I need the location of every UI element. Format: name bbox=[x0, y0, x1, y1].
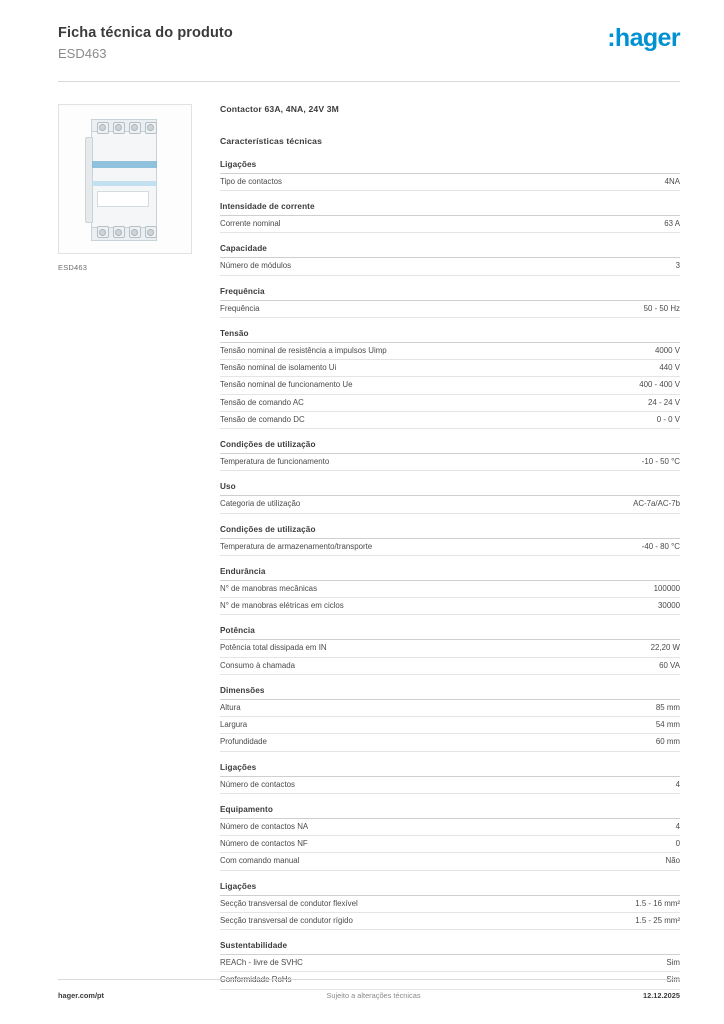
page-subtitle: ESD463 bbox=[58, 45, 107, 61]
spec-value: 60 VA bbox=[659, 660, 680, 670]
spec-group-title: Endurância bbox=[220, 567, 680, 581]
spec-group-title: Ligações bbox=[220, 160, 680, 174]
spec-label: Temperatura de armazenamento/transporte bbox=[220, 541, 373, 551]
spec-group-title: Capacidade bbox=[220, 244, 680, 258]
spec-value: 400 - 400 V bbox=[639, 380, 680, 390]
spec-label: Número de módulos bbox=[220, 261, 292, 271]
spec-label: Temperatura de funcionamento bbox=[220, 457, 330, 467]
spec-value: 54 mm bbox=[655, 720, 680, 730]
spec-label: Tensão de comando DC bbox=[220, 414, 305, 424]
spec-value: AC-7a/AC-7b bbox=[633, 499, 680, 509]
spec-group bbox=[220, 763, 680, 794]
hager-logo: :hager bbox=[607, 24, 680, 52]
spec-label: Corrente nominal bbox=[220, 219, 281, 229]
spec-row bbox=[220, 836, 680, 853]
spec-row bbox=[220, 658, 680, 675]
spec-value: -10 - 50 °C bbox=[641, 457, 680, 467]
spec-row bbox=[220, 454, 680, 471]
spec-value: 100000 bbox=[653, 583, 680, 593]
spec-group bbox=[220, 160, 680, 191]
spec-label: Secção transversal de condutor flexível bbox=[220, 898, 358, 908]
spec-value: 4000 V bbox=[654, 345, 680, 355]
spec-row bbox=[220, 955, 680, 972]
spec-group bbox=[220, 626, 680, 675]
spec-group-title: Potência bbox=[220, 626, 680, 640]
spec-group-title: Condições de utilização bbox=[220, 525, 680, 539]
spec-label: Tensão de comando AC bbox=[220, 397, 304, 407]
page-header bbox=[0, 0, 724, 63]
spec-row bbox=[220, 913, 680, 930]
spec-value: 50 - 50 Hz bbox=[643, 303, 680, 313]
spec-group bbox=[220, 287, 680, 318]
spec-group bbox=[220, 686, 680, 752]
spec-value: 85 mm bbox=[655, 702, 680, 712]
spec-group-title: Intensidade de corrente bbox=[220, 202, 680, 216]
product-image-column bbox=[58, 104, 192, 1001]
page-content bbox=[0, 82, 724, 1001]
spec-label: Profundidade bbox=[220, 737, 267, 747]
spec-label: Consumo à chamada bbox=[220, 660, 296, 670]
spec-row bbox=[220, 819, 680, 836]
spec-value: Não bbox=[665, 856, 680, 866]
spec-group bbox=[220, 482, 680, 513]
spec-row bbox=[220, 598, 680, 615]
footer-divider bbox=[58, 979, 680, 980]
spec-label: Com comando manual bbox=[220, 856, 300, 866]
spec-groups bbox=[220, 160, 680, 990]
spec-label: Conformidade RoHs bbox=[220, 975, 292, 985]
specs-column bbox=[220, 104, 680, 1001]
spec-row bbox=[220, 853, 680, 870]
spec-value: 4NA bbox=[664, 176, 680, 186]
spec-group bbox=[220, 882, 680, 931]
spec-value: 0 - 0 V bbox=[656, 414, 680, 424]
spec-row bbox=[220, 395, 680, 412]
spec-value: 30000 bbox=[658, 601, 680, 611]
spec-value: 3 bbox=[675, 261, 680, 271]
product-photo bbox=[58, 104, 192, 254]
page-footer bbox=[58, 991, 680, 1000]
spec-label: Tensão nominal de funcionamento Ue bbox=[220, 380, 353, 390]
spec-row bbox=[220, 301, 680, 318]
spec-group-title: Dimensões bbox=[220, 686, 680, 700]
spec-row bbox=[220, 700, 680, 717]
spec-row bbox=[220, 896, 680, 913]
page-title: Ficha técnica do produto bbox=[58, 25, 233, 41]
spec-row bbox=[220, 216, 680, 233]
spec-group bbox=[220, 805, 680, 871]
spec-label: N° de manobras mecânicas bbox=[220, 583, 318, 593]
spec-label: Frequência bbox=[220, 303, 260, 313]
footer-website[interactable]: hager.com/pt bbox=[58, 991, 104, 1000]
spec-group bbox=[220, 440, 680, 471]
spec-row bbox=[220, 539, 680, 556]
spec-value: 22,20 W bbox=[650, 643, 680, 653]
spec-value: 4 bbox=[675, 821, 680, 831]
spec-label: Tipo de contactos bbox=[220, 176, 282, 186]
spec-value: 24 - 24 V bbox=[647, 397, 680, 407]
spec-row bbox=[220, 343, 680, 360]
spec-value: Sim bbox=[666, 958, 680, 968]
spec-row bbox=[220, 360, 680, 377]
spec-row bbox=[220, 258, 680, 275]
spec-label: N° de manobras elétricas em ciclos bbox=[220, 601, 344, 611]
contactor-illustration bbox=[85, 119, 167, 241]
spec-row bbox=[220, 377, 680, 394]
spec-value: 60 mm bbox=[655, 737, 680, 747]
spec-group bbox=[220, 525, 680, 556]
spec-group bbox=[220, 244, 680, 275]
product-heading: Contactor 63A, 4NA, 24V 3M bbox=[220, 103, 339, 114]
spec-group-title: Ligações bbox=[220, 763, 680, 777]
spec-value: 63 A bbox=[664, 219, 680, 229]
spec-group-title: Frequência bbox=[220, 287, 680, 301]
spec-row bbox=[220, 581, 680, 598]
spec-label: Número de contactos bbox=[220, 779, 295, 789]
spec-label: Tensão nominal de isolamento Ui bbox=[220, 363, 337, 373]
spec-value: 440 V bbox=[659, 363, 680, 373]
spec-value: 1.5 - 16 mm² bbox=[635, 898, 680, 908]
spec-group-title: Sustentabilidade bbox=[220, 941, 680, 955]
spec-label: REACh - livre de SVHC bbox=[220, 958, 303, 968]
spec-row bbox=[220, 777, 680, 794]
spec-row bbox=[220, 734, 680, 751]
specs-section-heading: Características técnicas bbox=[220, 135, 323, 146]
spec-row bbox=[220, 412, 680, 429]
spec-group-title: Ligações bbox=[220, 882, 680, 896]
spec-row bbox=[220, 972, 680, 989]
spec-value: 4 bbox=[675, 779, 680, 789]
spec-row bbox=[220, 640, 680, 657]
spec-group bbox=[220, 567, 680, 616]
spec-label: Tensão nominal de resistência a impulsos Uimp bbox=[220, 345, 387, 355]
spec-group bbox=[220, 329, 680, 429]
footer-disclaimer: Sujeito a alterações técnicas bbox=[326, 991, 421, 1000]
spec-label: Potência total dissipada em IN bbox=[220, 643, 327, 653]
spec-value: 0 bbox=[675, 839, 680, 849]
spec-group-title: Condições de utilização bbox=[220, 440, 680, 454]
spec-group-title: Equipamento bbox=[220, 805, 680, 819]
spec-value: -40 - 80 °C bbox=[641, 541, 680, 551]
spec-row bbox=[220, 174, 680, 191]
spec-label: Número de contactos NA bbox=[220, 821, 309, 831]
spec-group bbox=[220, 202, 680, 233]
spec-value: Sim bbox=[666, 975, 680, 985]
title-block bbox=[58, 22, 233, 63]
spec-label: Categoria de utilização bbox=[220, 499, 301, 509]
spec-label: Secção transversal de condutor rígido bbox=[220, 915, 353, 925]
spec-row bbox=[220, 496, 680, 513]
spec-label: Largura bbox=[220, 720, 248, 730]
spec-group-title: Uso bbox=[220, 482, 680, 496]
spec-group bbox=[220, 941, 680, 990]
footer-date: 12.12.2025 bbox=[643, 991, 680, 1000]
spec-group-title: Tensão bbox=[220, 329, 680, 343]
spec-label: Número de contactos NF bbox=[220, 839, 308, 849]
spec-label: Altura bbox=[220, 702, 241, 712]
spec-value: 1.5 - 25 mm² bbox=[635, 915, 680, 925]
spec-row bbox=[220, 717, 680, 734]
product-image-caption: ESD463 bbox=[58, 262, 88, 272]
